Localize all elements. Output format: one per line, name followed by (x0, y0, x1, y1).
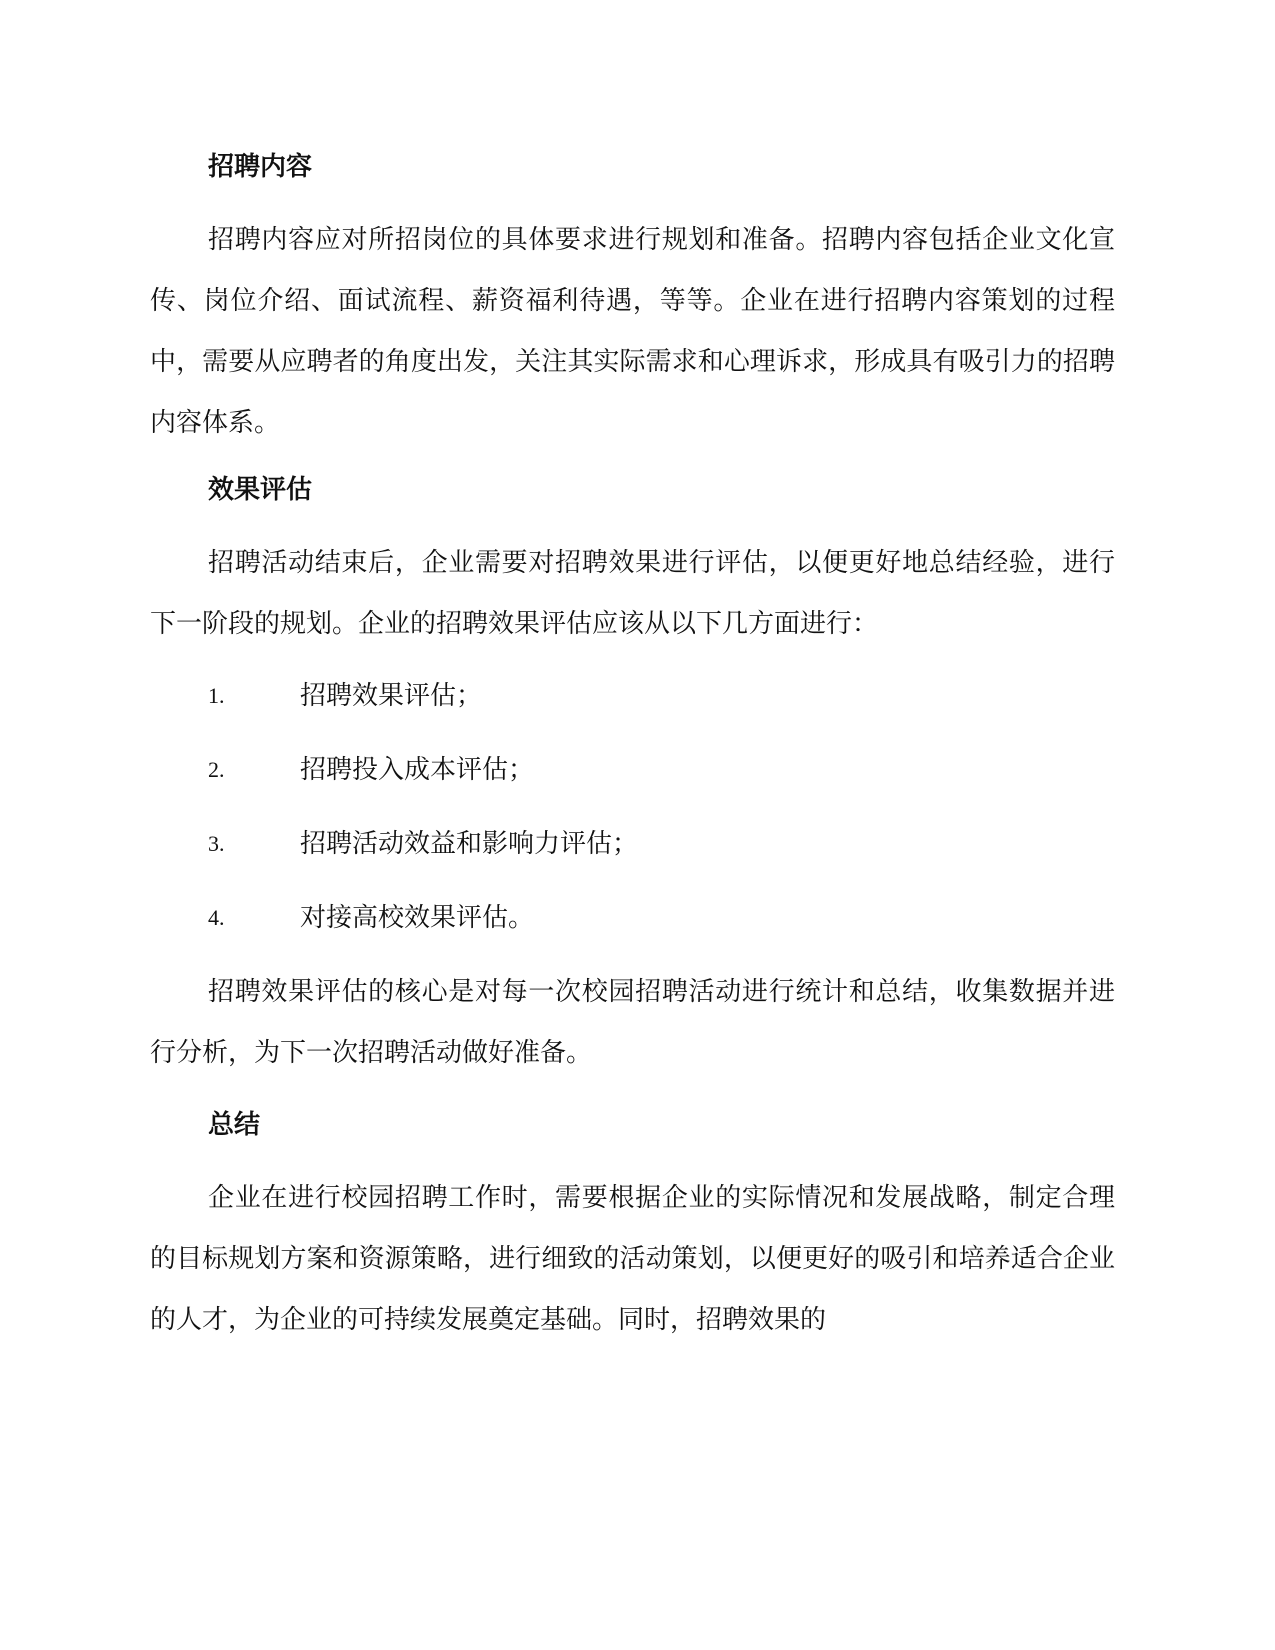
paragraph-recruitment-content: 招聘内容应对所招岗位的具体要求进行规划和准备。招聘内容包括企业文化宣传、岗位介绍、面试流程、薪资福利待遇，等等。企业在进行招聘内容策划的过程中，需要从应聘者的角度出发，关注其实际需求和心理诉求，形成具有吸引力的招聘内容体系。 (150, 225, 1115, 438)
list-text: 对接高校效果评估。 (300, 903, 535, 933)
list-text: 招聘效果评估； (300, 681, 483, 711)
section-heading-summary: 总结 (208, 1110, 261, 1140)
paragraph-evaluation-intro: 招聘活动结束后，企业需要对招聘效果进行评估，以便更好地总结经验，进行下一阶段的规划。企业的招聘效果评估应该从以下几方面进行： (150, 548, 1115, 639)
list-number: 3. (208, 831, 225, 856)
list-text: 招聘投入成本评估； (300, 755, 535, 785)
section-heading-recruitment-content: 招聘内容 (208, 152, 313, 182)
list-number: 1. (208, 683, 225, 708)
list-text: 招聘活动效益和影响力评估； (300, 829, 639, 859)
paragraph-summary: 企业在进行校园招聘工作时，需要根据企业的实际情况和发展战略，制定合理的目标规划方案和资源策略，进行细致的活动策划，以便更好的吸引和培养适合企业的人才，为企业的可持续发展奠定基础。同时，招聘效果的 (150, 1183, 1115, 1335)
list-number: 4. (208, 905, 225, 930)
list-number: 2. (208, 757, 225, 782)
section-heading-effect-evaluation: 效果评估 (208, 475, 313, 505)
paragraph-evaluation-conclusion: 招聘效果评估的核心是对每一次校园招聘活动进行统计和总结，收集数据并进行分析，为下一次招聘活动做好准备。 (150, 977, 1115, 1068)
